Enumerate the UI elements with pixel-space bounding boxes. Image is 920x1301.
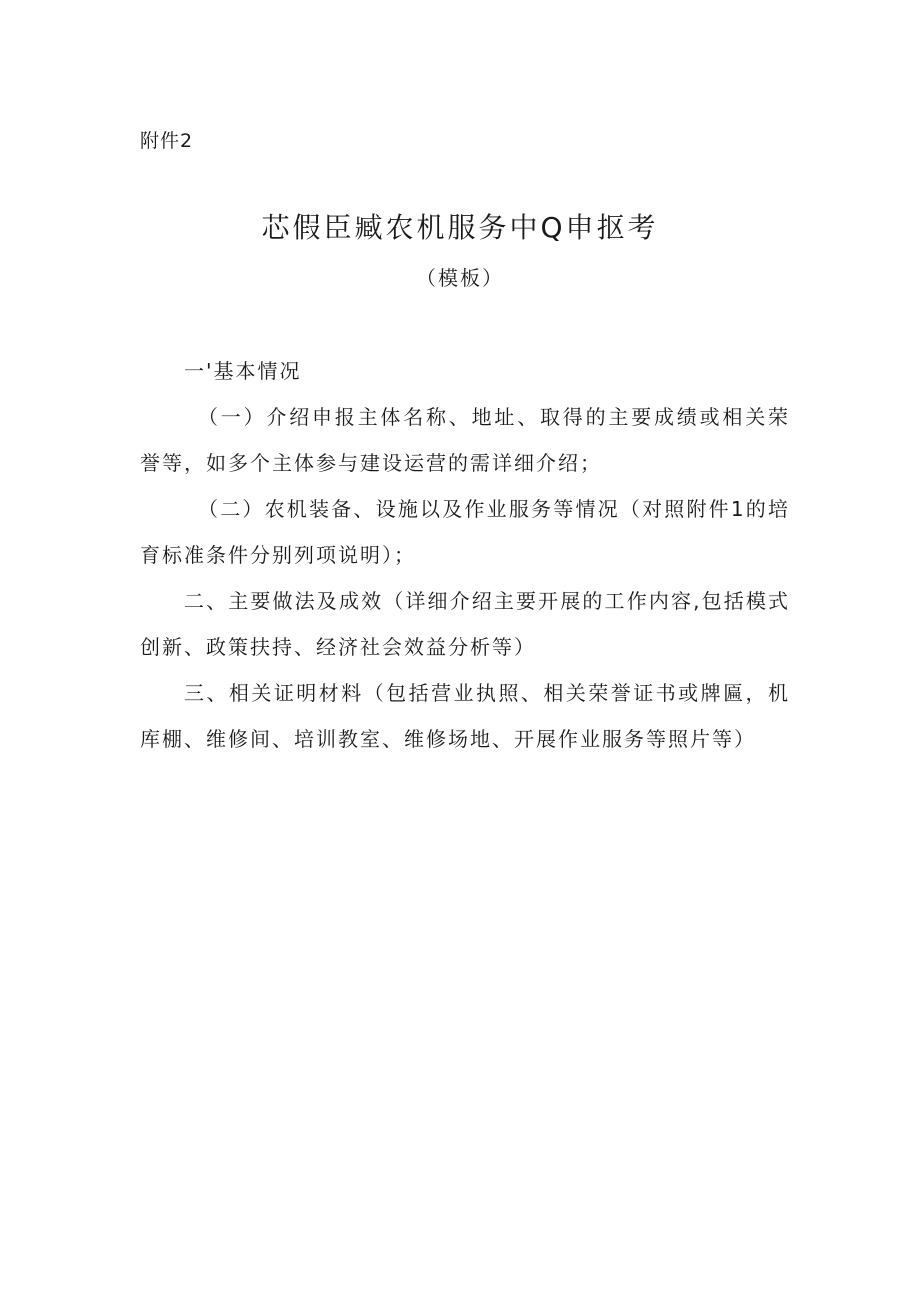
paragraph-applicant-intro: （一）介绍申报主体名称、地址、取得的主要成绩或相关荣誉等，如多个主体参与建设运营的需详细介绍； <box>140 405 790 475</box>
document-body <box>140 348 790 762</box>
paragraph-supporting-materials: 三、相关证明材料（包括营业执照、相关荣誉证书或牌匾，机库棚、维修间、培训教室、维修场地、开展作业服务等照片等） <box>140 681 790 751</box>
paragraph-equipment-facilities: （二）农机装备、设施以及作业服务等情况（对照附件1的培育标准条件分别列项说明）； <box>140 497 790 567</box>
paragraph-main-practices: 二、主要做法及成效（详细介绍主要开展的工作内容,包括模式创新、政策扶持、经济社会效益分析等） <box>140 589 790 659</box>
attachment-label: 附件2 <box>140 130 194 152</box>
section-heading-basic-info: 一'基本情况 <box>184 359 302 383</box>
document-subtitle: （模板） <box>416 266 504 290</box>
document-title: 芯假臣臧农机服务中Q申抠考 <box>261 211 659 244</box>
